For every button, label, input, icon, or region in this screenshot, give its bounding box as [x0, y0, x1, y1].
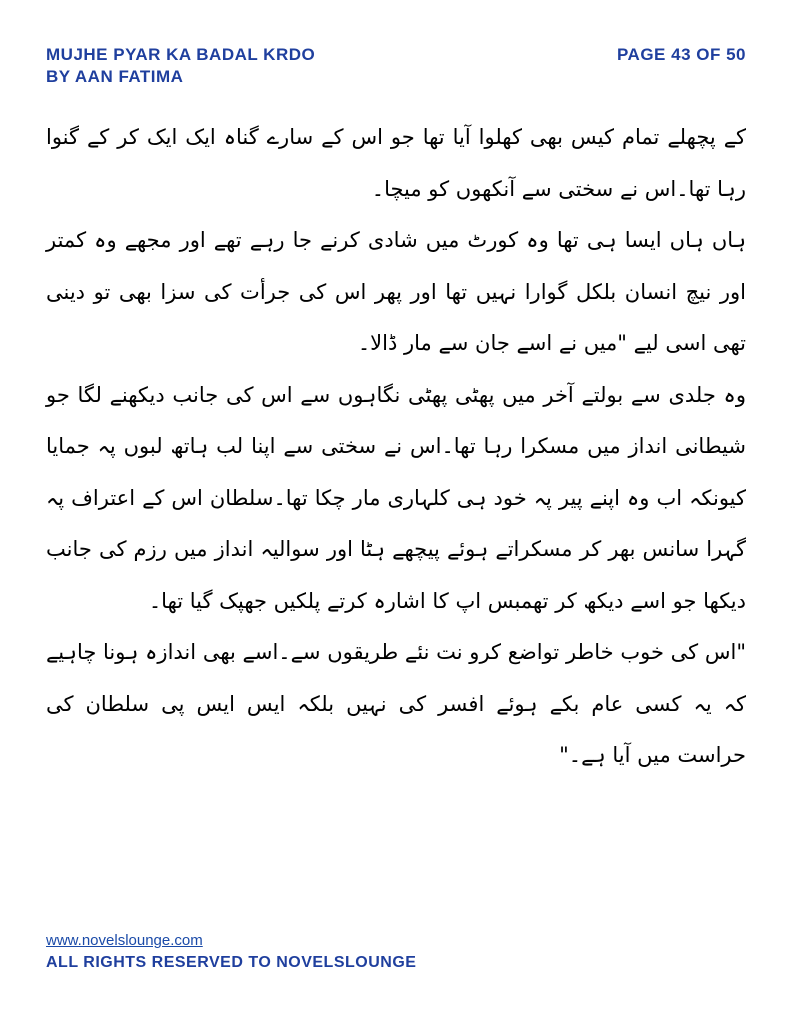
- story-text: [46, 112, 746, 782]
- page-header: [46, 44, 746, 94]
- page-number: PAGE 43 OF 50: [616, 45, 746, 64]
- author-name: BY AAN FATIMA: [46, 67, 184, 86]
- paragraph: "اس کی خوب خاطر تواضع کرو نت نئے طریقوں سے۔اسے بھی اندازہ ہونا چاہیے کہ یہ کسی عام بکے ہوئے افسر کی نہیں بلکہ ایس ایس پی سلطان کی حراست میں آیا ہے۔": [46, 640, 746, 767]
- paragraph: وہ جلدی سے بولتے آخر میں پھٹی پھٹی نگاہوں سے اس کی جانب دیکھنے لگا جو شیطانی انداز میں مسکرا رہا تھا۔اس نے سختی سے اپنا لب ہاتھ لبوں پہ جمایا کیونکہ اب وہ اپنے پیر پہ خود ہی کلہاری مار چکا تھا۔سلطان اس کے اعتراف پہ گہرا سانس بھر کر مسکراتے ہوئے پیچھے ہٹا اور سوالیہ انداز میں رزم کی جانب دیکھا جو اسے دیکھ کر تھمبس اپ کا اشارہ کرتے پلکیں جھپک گیا تھا۔: [46, 382, 746, 613]
- paragraph: ہاں ہاں ایسا ہی تھا وہ کورٹ میں شادی کرنے جا رہے تھے اور مجھے وہ کمتر اور نیچ انسان بلکل گوارا نہیں تھا اور پھر اس کی جرأت کی سزا بھی تو دینی تھی اسی لیے "میں نے اسے جان سے مار ڈالا۔: [46, 228, 746, 355]
- website-link[interactable]: www.novelslounge.com: [46, 932, 203, 949]
- copyright-notice: ALL RIGHTS RESERVED TO NOVELSLOUNGE: [46, 954, 417, 971]
- novel-title: MUJHE PYAR KA BADAL KRDO: [46, 45, 316, 64]
- paragraph: کے پچھلے تمام کیس بھی کھلوا آیا تھا جو اس کے سارے گناہ ایک ایک کر کے گنوا رہا تھا۔اس نے سختی سے آنکھوں کو میچا۔: [46, 125, 746, 201]
- page-footer: [46, 930, 746, 974]
